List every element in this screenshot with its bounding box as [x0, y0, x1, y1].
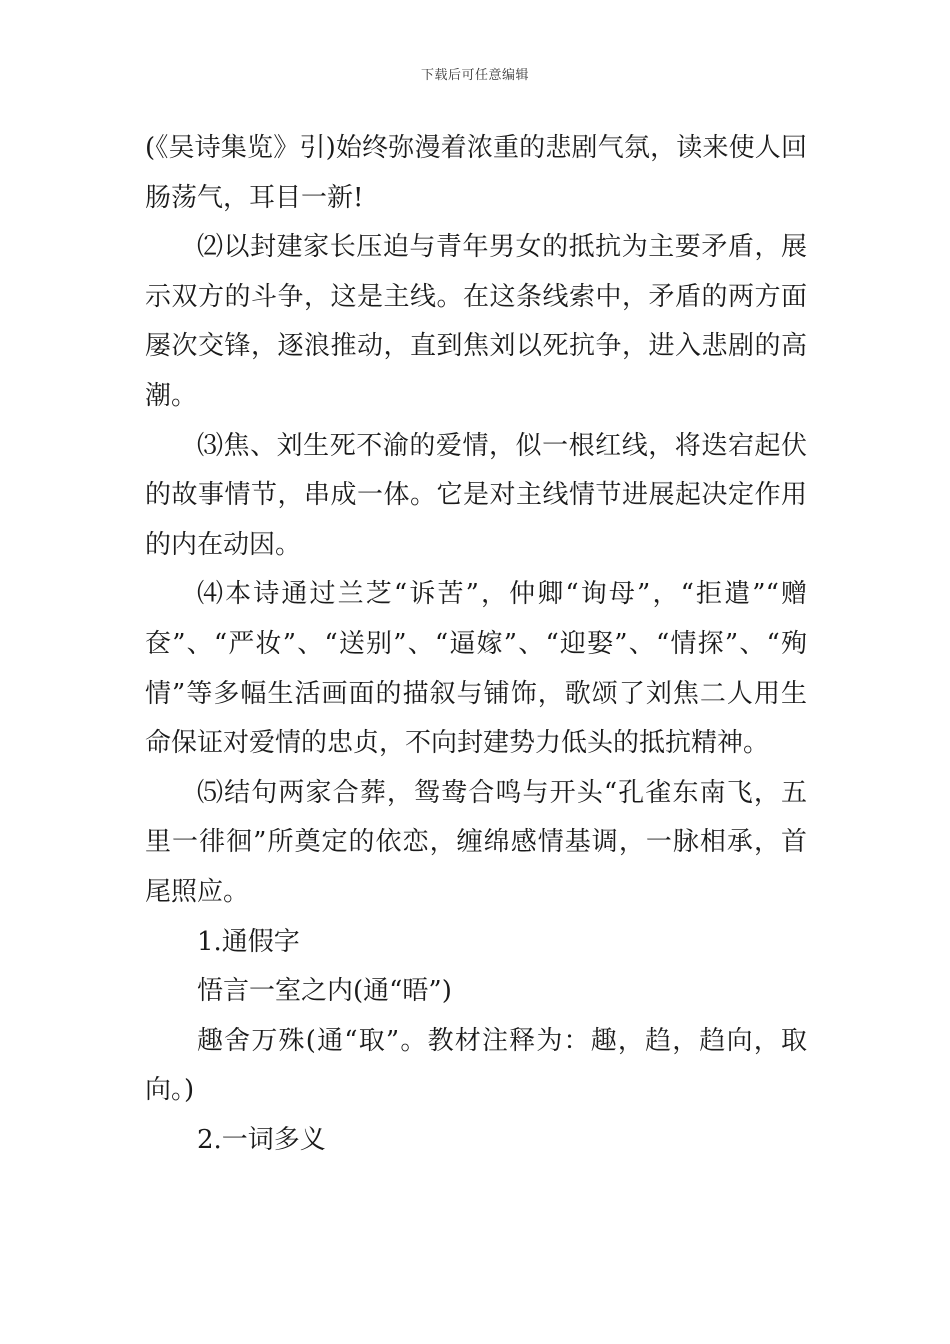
paragraph-3: ⑶焦、刘生死不渝的爱情，似一根红线，将迭宕起伏的故事情节，串成一体。它是对主线情节进展起决定作用的内在动因。: [145, 430, 807, 560]
section-heading-yiciduoyi: 2.一词多义: [197, 1124, 326, 1155]
paragraph-1: (《吴诗集览》引)始终弥漫着浓重的悲剧气氛，读来使人回肠荡气，耳目一新!: [145, 133, 807, 213]
example-line-2: 趣舍万殊(通“取”。教材注释为：趣，趋，趋向，取向。): [145, 1025, 807, 1106]
section-heading-tongjiazi: 1.通假字: [197, 926, 300, 957]
document-body: [145, 124, 807, 1165]
paragraph-5: ⑸结句两家合葬，鸳鸯合鸣与开头“孔雀东南飞，五里一徘徊”所奠定的依恋，缠绵感情基调，一脉相承，首尾照应。: [145, 777, 807, 907]
paragraph-4: ⑷本诗通过兰芝“诉苦”，仲卿“询母”，“拒遣”“赠奁”、“严妆”、“送别”、“逼嫁”、“迎娶”、“情探”、“殉情”等多幅生活画面的描叙与铺饰，歌颂了刘焦二人用生命保证对爱情的忠贞，不向封建势力低头的抵抗精神。: [145, 579, 807, 759]
page-header-note: 下载后可任意编辑: [420, 68, 529, 83]
paragraph-2: ⑵以封建家长压迫与青年男女的抵抗为主要矛盾，展示双方的斗争，这是主线。在这条线索中，矛盾的两方面屡次交锋，逐浪推动，直到焦刘以死抗争，进入悲剧的高潮。: [145, 232, 807, 411]
example-line-1: 悟言一室之内(通“晤”): [197, 976, 452, 1007]
